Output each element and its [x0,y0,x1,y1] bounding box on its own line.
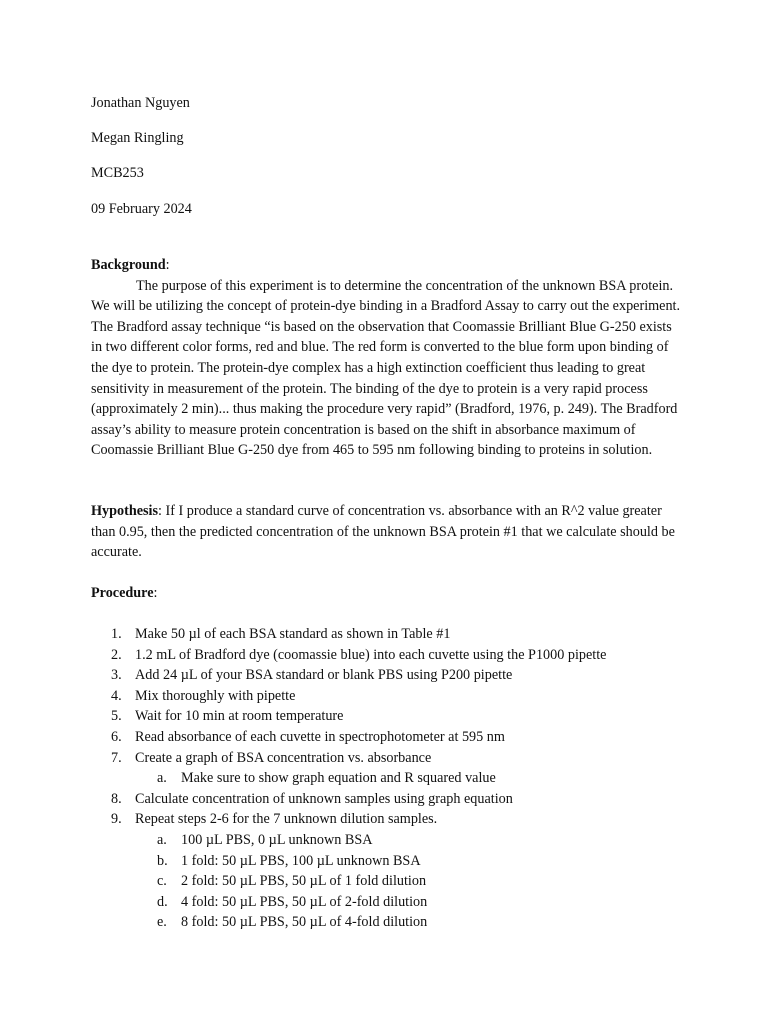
list-item: 5. Wait for 10 min at room temperature [111,708,344,725]
list-subitem: a. Make sure to show graph equation and R squared value [157,770,496,787]
list-item: 2. 1.2 mL of Bradford dye (coomassie blue) into each cuvette using the P1000 pipette [111,646,607,663]
list-item: 3. Add 24 µL of your BSA standard or blank PBS using P200 pipette [111,667,513,684]
list-subitem: b. 1 fold: 50 µL PBS, 100 µL unknown BSA [157,852,421,869]
procedure-heading: Procedure [91,585,154,601]
procedure-heading-line: Procedure: [91,585,158,601]
background-heading-line: Background: [91,257,170,273]
list-item: 4. Mix thoroughly with pipette [111,687,296,704]
list-item: 8. Calculate concentration of unknown samples using graph equation [111,790,513,807]
list-item: 6. Read absorbance of each cuvette in spectrophotometer at 595 nm [111,728,505,745]
course-code: MCB253 [91,165,144,181]
hypothesis-heading: Hypothesis [91,503,159,519]
background-text: The purpose of this experiment is to determine the concentration of the unknown BSA protein. We will be utilizing the concept of protein-dye binding in a Bradford Assay to carry out the experiment. The Bradford assay technique “is based on the observation that Coomassie Brilliant Blue G-250 exists in two different color forms, red and blue. The red form is converted to the blue form upon binding of the dye to protein. The protein-dye complex has a high extinction coefficient thus leading to great sensitivity in measurement of the protein. The binding of the dye to protein is a very rapid process (approximately 2 min)... thus making the procedure very rapid” (Bradford, 1976, p. 249). The Bradford assay’s ability to measure protein concentration is based on the shift in absorbance maximum of Coomassie Brilliant Blue G-250 dye from 465 to 595 nm following binding to proteins in solution. [91,277,681,459]
hypothesis-paragraph [91,501,681,563]
list-item: 7. Create a graph of BSA concentration vs. absorbance [111,749,432,766]
hypothesis-text: : If I produce a standard curve of concentration vs. absorbance with an R^2 value greater than 0.95, then the predicted concentration of the unknown BSA protein #1 that we calculate should be accurate. [91,503,675,561]
list-item: 1. Make 50 µl of each BSA standard as shown in Table #1 [111,626,451,642]
author-name-1: Jonathan Nguyen [91,95,190,111]
list-subitem: d. 4 fold: 50 µL PBS, 50 µL of 2-fold dilution [157,893,428,910]
list-item: 9. Repeat steps 2-6 for the 7 unknown dilution samples. [111,811,438,828]
background-heading: Background [91,257,166,273]
procedure-list [91,624,681,933]
list-subitem: c. 2 fold: 50 µL PBS, 50 µL of 1 fold dilution [157,873,427,890]
report-date: 09 February 2024 [91,201,192,217]
hypothesis-section [91,501,681,563]
author-name-2: Megan Ringling [91,130,184,146]
background-section [91,255,681,461]
list-subitem: e. 8 fold: 50 µL PBS, 50 µL of 4-fold dilution [157,914,428,931]
list-subitem: a. 100 µL PBS, 0 µL unknown BSA [157,831,373,848]
